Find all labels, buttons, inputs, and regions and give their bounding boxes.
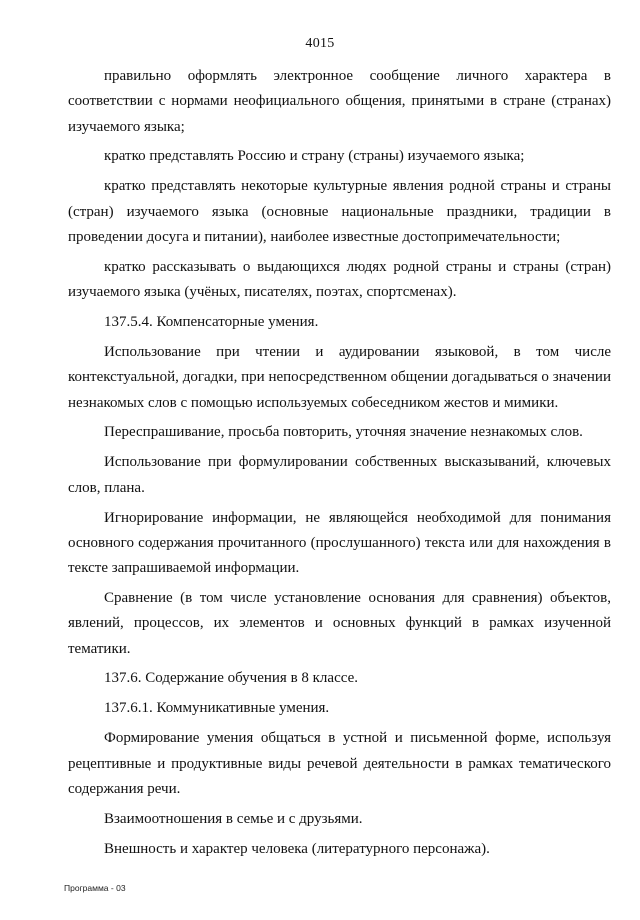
section-heading-communicative: 137.6.1. Коммуникативные умения. [104,700,330,717]
paragraph-10: Сравнение (в том числе установление основания для сравнения) объектов, явлений, процессов, их элементов и основных функций в рамках изученной тематики. [68,589,611,657]
paragraph-1: правильно оформлять электронное сообщение личного характера в соответствии с нормами неофициального общения, принятыми в стране (странах) изучаемого языка; [68,68,611,135]
section-heading-compensatory: 137.5.4. Компенсаторные умения. [104,314,319,331]
paragraph-15: Внешность и характер человека (литературного персонажа). [104,840,490,857]
paragraph-3: кратко представлять некоторые культурные явления родной страны и страны (стран) изучаемого языка (основные национальные праздники, традиции в проведении досуга и питании), наиболее известные достопримечательности; [68,178,611,245]
paragraph-6: Использование при чтении и аудировании языковой, в том числе контекстуальной, догадки, при непосредственном общении догадываться о значении незнакомых слов с помощью используемых собеседником жестов и мимики. [68,343,611,411]
paragraph-9: Игнорирование информации, не являющейся необходимой для понимания основного содержания прочитанного (прослушанного) текста или для нахождения в тексте запрашиваемой информации. [68,509,611,577]
page-number: 4015 [305,36,335,51]
body-text [68,64,611,867]
paragraph-8: Использование при формулировании собственных высказываний, ключевых слов, плана. [68,454,611,496]
section-heading-grade8: 137.6. Содержание обучения в 8 классе. [104,670,358,687]
paragraph-7: Переспрашивание, просьба повторить, уточняя значение незнакомых слов. [104,424,583,441]
paragraph-4: кратко рассказывать о выдающихся людях родной страны и страны (стран) изучаемого языка (учёных, писателях, поэтах, спортсменах). [68,258,611,301]
paragraph-14: Взаимоотношения в семье и с друзьями. [104,810,363,827]
paragraph-2: кратко представлять Россию и страну (страны) изучаемого языка; [104,148,525,165]
footer-program-label: Программа - 03 [64,883,126,893]
paragraph-13: Формирование умения общаться в устной и письменной форме, используя рецептивные и продуктивные виды речевой деятельности в рамках тематического содержания речи. [68,730,611,797]
